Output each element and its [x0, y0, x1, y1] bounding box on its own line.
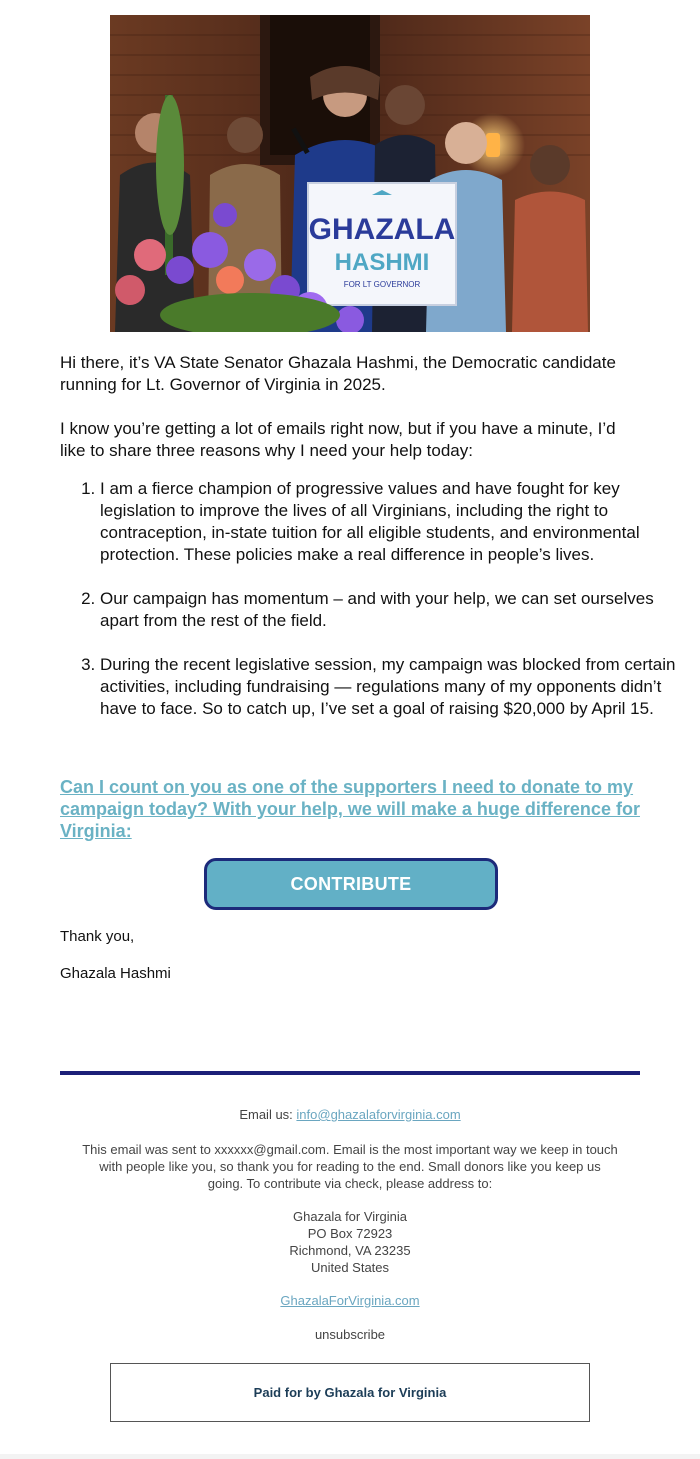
- footer-divider: [60, 1071, 640, 1075]
- address-line: PO Box 72923: [307, 1226, 393, 1241]
- contribute-button[interactable]: CONTRIBUTE: [204, 858, 498, 910]
- lead-paragraph: I know you’re getting a lot of emails right now, but if you have a minute, I’d like to share three reasons why I need your help today:: [60, 419, 616, 460]
- bottom-edge: [0, 1454, 700, 1459]
- intro-paragraph: Hi there, it’s VA State Senator Ghazala Hashmi, the Democratic candidate running for Lt. Governor of Virginia in 2025.: [60, 353, 616, 394]
- mailing-address: [80, 1208, 620, 1276]
- reason-item: 2. Our campaign has momentum – and with your help, we can set ourselves apart from the rest of the field.: [100, 588, 680, 632]
- email-link[interactable]: info@ghazalaforvirginia.com: [296, 1107, 461, 1122]
- address-line: United States: [310, 1260, 390, 1275]
- paid-for-disclaimer: Paid for by Ghazala for Virginia: [110, 1363, 590, 1422]
- reasons-list: [60, 478, 680, 742]
- reason-item: 1. I am a fierce champion of progressive values and have fought for key legislation to improve the lives of all Virginians, including the right to contraception, in-state tuition for all eligible students, and environmental protection. These policies make a real difference in people’s lives.: [100, 478, 680, 566]
- website-link[interactable]: GhazalaForVirginia.com: [280, 1293, 420, 1308]
- website-line: [80, 1292, 620, 1309]
- address-line: Richmond, VA 23235: [289, 1243, 411, 1258]
- reason-item: 3. During the recent legislative session, my campaign was blocked from certain activities, including fundraising — regulations many of my opponents didn’t have to face. So to catch up, I’ve set a goal of raising $20,000 by April 15.: [100, 654, 680, 720]
- closing-thanks: Thank you,: [60, 928, 135, 945]
- hero-photo: [110, 15, 590, 332]
- signer-name: Ghazala Hashmi: [60, 965, 171, 982]
- footer-notice: This email was sent to xxxxxx@gmail.com. Email is the most important way we keep in touch with people like you, so thank you for reading to the end. Small donors like you keep us going. To contribute via check, please address to:: [82, 1142, 618, 1191]
- sign-name-top: GHAZALA: [308, 213, 456, 246]
- email-prefix: Email us:: [239, 1107, 293, 1122]
- sign-subtitle: FOR LT GOVERNOR: [343, 280, 421, 289]
- unsubscribe-link[interactable]: unsubscribe: [314, 1327, 386, 1342]
- donate-ask-link[interactable]: Can I count on you as one of the supporters I need to donate to my campaign today? With your help, we will make a huge difference for Virginia:: [60, 777, 640, 841]
- sign-name-bottom: HASHMI: [334, 249, 430, 276]
- footer-email-line: [80, 1106, 620, 1123]
- address-line: Ghazala for Virginia: [293, 1209, 407, 1224]
